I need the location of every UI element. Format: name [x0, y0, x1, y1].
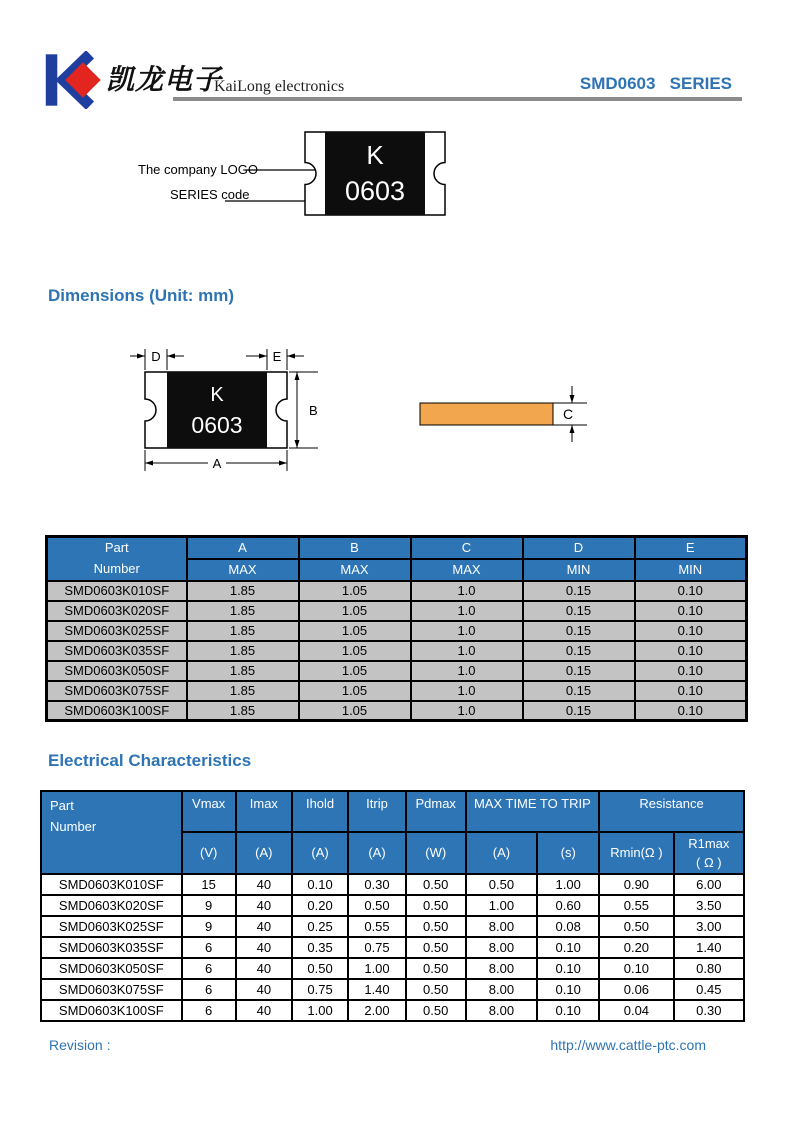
limit-a: MAX — [187, 559, 299, 581]
number-label: Number — [50, 818, 97, 834]
col-header-a: A — [187, 537, 299, 559]
table-cell: 0.50 — [406, 916, 466, 937]
table-cell: 1.85 — [187, 641, 299, 661]
dim-label-c: C — [562, 406, 574, 422]
table-cell: 0.10 — [635, 621, 747, 641]
table-cell: 0.15 — [523, 581, 635, 601]
table-cell: 1.40 — [348, 979, 406, 1000]
table-cell: 1.00 — [537, 874, 599, 895]
table-cell: 1.0 — [411, 681, 523, 701]
table-cell: 0.50 — [292, 958, 348, 979]
table-cell: SMD0603K075SF — [47, 681, 187, 701]
table-cell: 8.00 — [466, 1000, 538, 1021]
table-cell: 0.50 — [406, 958, 466, 979]
col-header-e: E — [635, 537, 747, 559]
table-row — [47, 601, 747, 621]
table-cell: 1.05 — [299, 641, 411, 661]
table-cell: 1.0 — [411, 581, 523, 601]
electrical-heading: Electrical Characteristics — [48, 751, 252, 770]
table-cell: SMD0603K035SF — [41, 937, 182, 958]
table-cell: 0.10 — [599, 958, 674, 979]
dimensions-heading: Dimensions (Unit: mm) — [48, 286, 235, 305]
table-row — [47, 581, 747, 601]
table-cell: 0.50 — [406, 895, 466, 916]
limit-c: MAX — [411, 559, 523, 581]
table-cell: SMD0603K050SF — [41, 958, 182, 979]
col-header-vmax: Vmax — [182, 791, 236, 832]
r1max-unit: ( Ω ) — [696, 855, 722, 870]
unit-r1max — [674, 832, 744, 874]
table-cell: 15 — [182, 874, 236, 895]
elec-header-row-1 — [41, 791, 744, 832]
table-cell: 1.05 — [299, 681, 411, 701]
table-cell: 0.80 — [674, 958, 744, 979]
table-cell: 0.15 — [523, 601, 635, 621]
unit-rmin: Rmin(Ω ) — [599, 832, 674, 874]
company-name-chinese: 凯龙电子 — [106, 65, 223, 96]
table-cell: 0.75 — [292, 979, 348, 1000]
elec-part-header — [41, 791, 182, 874]
table-cell: SMD0603K025SF — [47, 621, 187, 641]
table-cell: 0.30 — [348, 874, 406, 895]
table-cell: 0.15 — [523, 661, 635, 681]
table-cell: 0.50 — [406, 979, 466, 1000]
table-cell: 0.10 — [635, 581, 747, 601]
table-cell: 0.10 — [635, 601, 747, 621]
table-cell: 0.45 — [674, 979, 744, 1000]
unit-imax: (A) — [236, 832, 292, 874]
dim-label-e: E — [272, 349, 282, 364]
table-cell: 1.85 — [187, 621, 299, 641]
col-header-itrip: Itrip — [348, 791, 406, 832]
table-cell: 1.05 — [299, 661, 411, 681]
unit-vmax: (V) — [182, 832, 236, 874]
part-label: Part — [104, 540, 129, 555]
dims-header-row-1 — [47, 537, 747, 559]
limit-d: MIN — [523, 559, 635, 581]
table-cell: 1.0 — [411, 601, 523, 621]
unit-ihold: (A) — [292, 832, 348, 874]
table-cell: 1.00 — [348, 958, 406, 979]
header-divider — [173, 97, 742, 101]
table-row — [47, 701, 747, 721]
table-cell: 0.55 — [348, 916, 406, 937]
table-row — [41, 937, 744, 958]
table-cell: 0.15 — [523, 681, 635, 701]
table-cell: SMD0603K020SF — [41, 895, 182, 916]
number-label: Number — [93, 560, 140, 576]
table-cell: 1.05 — [299, 621, 411, 641]
dimensions-table — [45, 535, 748, 722]
kailong-logo-icon — [44, 51, 106, 109]
r1max-label: R1max — [688, 835, 730, 851]
table-cell: 0.20 — [292, 895, 348, 916]
table-row — [41, 895, 744, 916]
unit-itrip: (A) — [348, 832, 406, 874]
series-code-label: SERIES code — [170, 187, 250, 202]
table-cell: 1.85 — [187, 681, 299, 701]
table-cell: 0.10 — [537, 1000, 599, 1021]
table-row — [41, 958, 744, 979]
table-cell: 0.10 — [537, 937, 599, 958]
table-cell: 8.00 — [466, 958, 538, 979]
limit-e: MIN — [635, 559, 747, 581]
company-logo-label: The company LOGO — [138, 162, 258, 177]
table-row — [47, 621, 747, 641]
table-cell: 6.00 — [674, 874, 744, 895]
table-cell: SMD0603K025SF — [41, 916, 182, 937]
table-cell: 0.10 — [635, 681, 747, 701]
table-cell: 2.00 — [348, 1000, 406, 1021]
revision-label: Revision : — [49, 1037, 111, 1053]
table-cell: 0.50 — [599, 916, 674, 937]
side-view-diagram — [403, 383, 593, 445]
dims-part-header — [47, 537, 187, 581]
company-name-english: KaiLong electronics — [214, 78, 345, 95]
table-cell: 0.15 — [523, 621, 635, 641]
table-cell: 0.08 — [537, 916, 599, 937]
table-cell: 0.15 — [523, 641, 635, 661]
table-cell: 0.50 — [348, 895, 406, 916]
table-cell: 1.0 — [411, 701, 523, 721]
table-cell: 0.20 — [599, 937, 674, 958]
col-header-resistance: Resistance — [599, 791, 744, 832]
table-cell: 0.50 — [406, 937, 466, 958]
table-cell: 9 — [182, 895, 236, 916]
table-cell: 0.75 — [348, 937, 406, 958]
table-cell: 0.60 — [537, 895, 599, 916]
unit-trip-s: (s) — [537, 832, 599, 874]
table-cell: 8.00 — [466, 979, 538, 1000]
unit-trip-a: (A) — [466, 832, 538, 874]
col-header-max-time-to-trip: MAX TIME TO TRIP — [466, 791, 600, 832]
table-cell: 1.05 — [299, 601, 411, 621]
table-cell: 8.00 — [466, 916, 538, 937]
table-row — [41, 1000, 744, 1021]
table-cell: 3.00 — [674, 916, 744, 937]
table-row — [41, 979, 744, 1000]
col-header-pdmax: Pdmax — [406, 791, 466, 832]
diagram-marking-series: 0603 — [191, 412, 243, 438]
col-header-d: D — [523, 537, 635, 559]
col-header-b: B — [299, 537, 411, 559]
table-cell: 1.40 — [674, 937, 744, 958]
table-cell: 0.10 — [635, 641, 747, 661]
table-cell: 0.90 — [599, 874, 674, 895]
chip-illustration — [133, 123, 473, 223]
table-cell: SMD0603K010SF — [41, 874, 182, 895]
table-cell: 40 — [236, 895, 292, 916]
table-cell: 1.00 — [466, 895, 538, 916]
table-cell: 40 — [236, 874, 292, 895]
table-row — [47, 681, 747, 701]
table-cell: 0.30 — [674, 1000, 744, 1021]
table-cell: 6 — [182, 937, 236, 958]
part-label: Part — [50, 798, 74, 813]
table-cell: 0.10 — [537, 958, 599, 979]
table-cell: 9 — [182, 916, 236, 937]
table-cell: SMD0603K100SF — [47, 701, 187, 721]
website-link[interactable]: http://www.cattle-ptc.com — [550, 1037, 706, 1053]
diagram-marking-logo: K — [210, 384, 224, 406]
table-cell: 0.15 — [523, 701, 635, 721]
table-cell: 0.55 — [599, 895, 674, 916]
limit-b: MAX — [299, 559, 411, 581]
table-cell: 0.50 — [406, 1000, 466, 1021]
table-cell: 40 — [236, 1000, 292, 1021]
dim-label-a: A — [212, 456, 222, 471]
table-cell: 0.10 — [635, 701, 747, 721]
table-cell: 6 — [182, 1000, 236, 1021]
table-cell: SMD0603K075SF — [41, 979, 182, 1000]
table-cell: SMD0603K010SF — [47, 581, 187, 601]
dimension-diagram — [128, 342, 358, 477]
table-cell: 40 — [236, 958, 292, 979]
col-header-c: C — [411, 537, 523, 559]
table-cell: 0.10 — [292, 874, 348, 895]
table-cell: SMD0603K050SF — [47, 661, 187, 681]
unit-pdmax: (W) — [406, 832, 466, 874]
table-cell: 0.25 — [292, 916, 348, 937]
table-cell: 0.06 — [599, 979, 674, 1000]
table-cell: 1.0 — [411, 621, 523, 641]
table-cell: 1.05 — [299, 581, 411, 601]
dim-label-b: B — [309, 403, 318, 418]
table-cell: SMD0603K100SF — [41, 1000, 182, 1021]
table-cell: SMD0603K035SF — [47, 641, 187, 661]
table-cell: 1.05 — [299, 701, 411, 721]
table-cell: 8.00 — [466, 937, 538, 958]
table-cell: 0.10 — [537, 979, 599, 1000]
table-row — [47, 641, 747, 661]
col-header-ihold: Ihold — [292, 791, 348, 832]
table-cell: 40 — [236, 979, 292, 1000]
col-header-imax: Imax — [236, 791, 292, 832]
table-cell: 1.85 — [187, 701, 299, 721]
table-cell: 0.50 — [406, 874, 466, 895]
table-cell: 1.0 — [411, 641, 523, 661]
table-cell: 0.35 — [292, 937, 348, 958]
table-cell: 6 — [182, 958, 236, 979]
table-cell: 3.50 — [674, 895, 744, 916]
table-cell: 1.00 — [292, 1000, 348, 1021]
series-title: SMD0603 SERIES — [579, 74, 732, 93]
side-view-pad — [420, 403, 553, 425]
table-cell: 1.85 — [187, 661, 299, 681]
table-cell: SMD0603K020SF — [47, 601, 187, 621]
table-cell: 6 — [182, 979, 236, 1000]
table-cell: 0.50 — [466, 874, 538, 895]
table-row — [41, 916, 744, 937]
dim-label-d: D — [151, 349, 161, 364]
table-row — [47, 661, 747, 681]
table-cell: 40 — [236, 937, 292, 958]
table-cell: 0.10 — [635, 661, 747, 681]
table-cell: 0.04 — [599, 1000, 674, 1021]
table-cell: 1.85 — [187, 581, 299, 601]
table-cell: 1.85 — [187, 601, 299, 621]
electrical-table — [40, 790, 745, 1022]
chip-marking-logo: K — [366, 140, 384, 170]
table-row — [41, 874, 744, 895]
table-cell: 1.0 — [411, 661, 523, 681]
chip-marking-series: 0603 — [344, 176, 406, 206]
table-cell: 40 — [236, 916, 292, 937]
